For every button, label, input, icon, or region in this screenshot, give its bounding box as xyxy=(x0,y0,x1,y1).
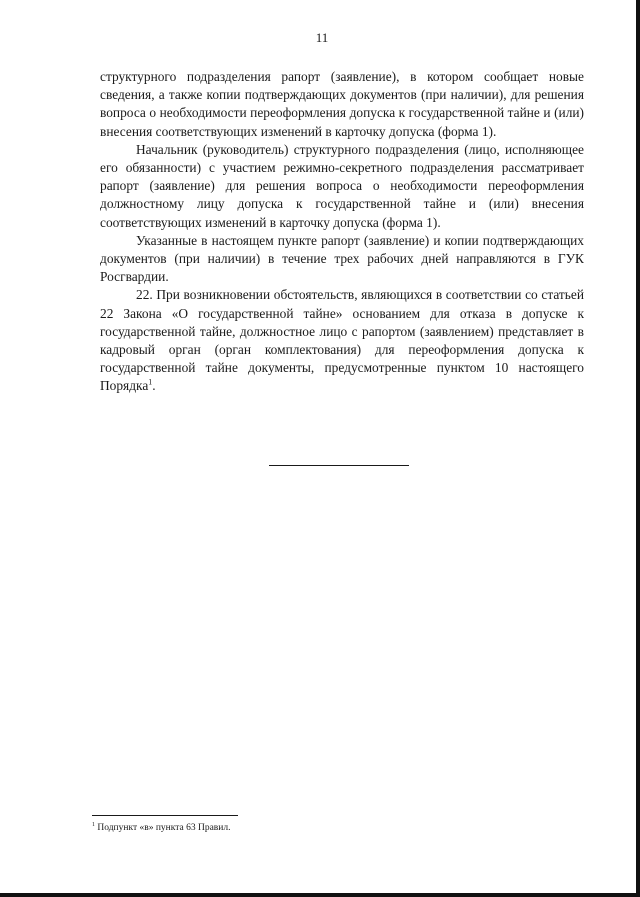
paragraph-head-review: Начальник (руководитель) структурного подразделения (лицо, исполняющее его обязанности) с участием режимно-секретного подразделения рассматривает рапорт (заявление) для решения вопроса о необходимости переоформления должностному лицу допуска к государственной тайне и (или) внесения соответствующих изменений в карточку допуска (форма 1). xyxy=(100,141,584,230)
paragraph-item-22-text: 22. При возникновении обстоятельств, являющихся в соответствии со статьей 22 Закона «О государственной тайне» основанием для отказа в допуске к государственной тайне, должностное лицо с рапортом (заявлением) представляет в кадровый орган (орган комплектования) для переоформления допуска к государственной тайне документы, предусмотренные пунктом 10 настоящего Порядка xyxy=(100,287,584,394)
document-body xyxy=(100,68,584,396)
page-number: 11 xyxy=(315,30,329,45)
scan-border-bottom xyxy=(0,893,640,897)
footnote-reference: 1 xyxy=(148,377,153,387)
paragraph-item-22 xyxy=(100,286,584,395)
footnote-text: Подпункт «в» пункта 63 Правил. xyxy=(95,823,231,833)
paragraph-forwarding: Указанные в настоящем пункте рапорт (заявление) и копии подтверждающих документов (при наличии) в течение трех рабочих дней направляются в ГУК Росгвардии. xyxy=(100,232,584,285)
paragraph-continuation: структурного подразделения рапорт (заявление), в котором сообщает новые сведения, а также копии подтверждающих документов (при наличии), для решения вопроса о необходимости переоформления допуска к государственной тайне и (или) внесения соответствующих изменений в карточку допуска (форма 1). xyxy=(100,69,584,139)
scan-border-right xyxy=(636,0,640,897)
footnote-marker: 1 xyxy=(92,821,95,828)
paragraph-item-22-suffix: . xyxy=(152,378,156,394)
section-end-divider xyxy=(269,465,409,466)
footnote xyxy=(92,822,231,834)
footnote-divider xyxy=(92,815,238,816)
